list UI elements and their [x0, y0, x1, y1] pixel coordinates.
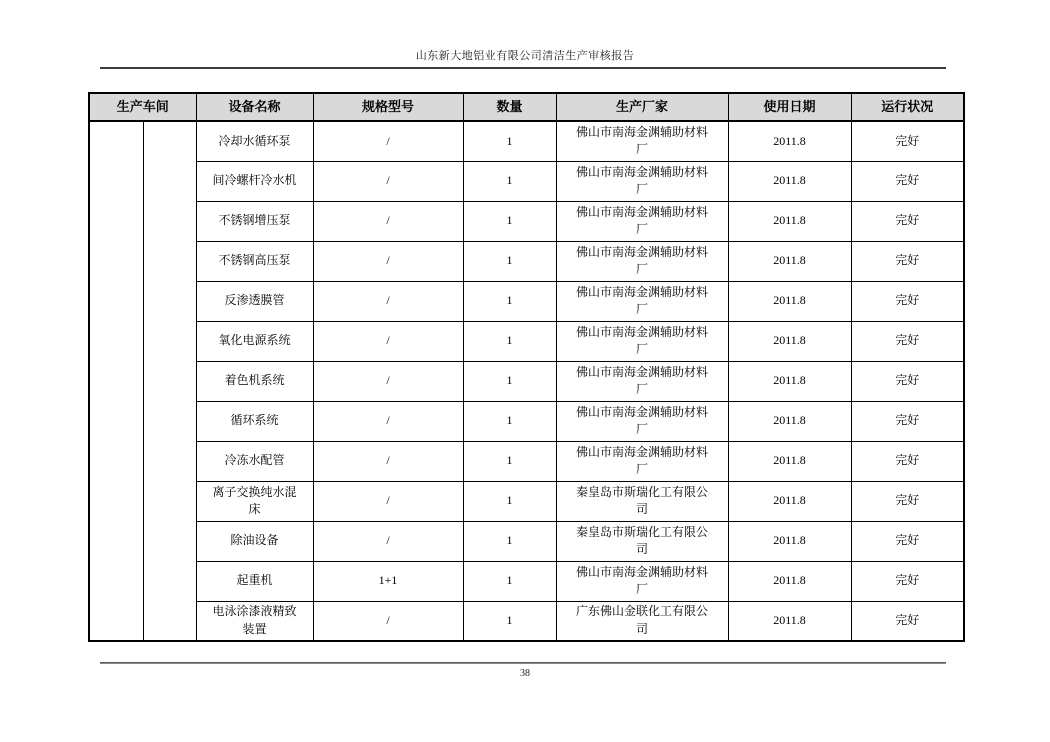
status-cell: 完好 [851, 561, 964, 601]
equipment-name-cell: 冷却水循环泵 [196, 121, 313, 161]
manufacturer-cell: 佛山市南海金渊辅助材料厂 [556, 361, 728, 401]
date-cell: 2011.8 [728, 401, 851, 441]
table-row [89, 401, 964, 441]
equipment-name-cell: 间冷螺杆冷水机 [196, 161, 313, 201]
date-cell: 2011.8 [728, 161, 851, 201]
date-cell: 2011.8 [728, 521, 851, 561]
status-cell: 完好 [851, 601, 964, 641]
status-cell: 完好 [851, 241, 964, 281]
equipment-name-cell: 除油设备 [196, 521, 313, 561]
equipment-name-cell: 反渗透膜管 [196, 281, 313, 321]
status-cell: 完好 [851, 481, 964, 521]
column-header-start-date: 使用日期 [728, 93, 851, 121]
column-header-status: 运行状况 [851, 93, 964, 121]
spec-cell: / [313, 441, 463, 481]
spec-cell: / [313, 121, 463, 161]
table-row [89, 281, 964, 321]
document-header-title: 山东新大地铝业有限公司清洁生产审核报告 [415, 50, 635, 62]
table-row [89, 161, 964, 201]
table-row [89, 521, 964, 561]
date-cell: 2011.8 [728, 561, 851, 601]
spec-cell: / [313, 361, 463, 401]
spec-cell: / [313, 601, 463, 641]
spec-cell: / [313, 481, 463, 521]
date-cell: 2011.8 [728, 441, 851, 481]
quantity-cell: 1 [463, 441, 556, 481]
workshop-cell [89, 121, 143, 641]
quantity-cell: 1 [463, 481, 556, 521]
status-cell: 完好 [851, 161, 964, 201]
table-row [89, 361, 964, 401]
table-header-row [89, 93, 964, 121]
quantity-cell: 1 [463, 561, 556, 601]
manufacturer-cell: 广东佛山金联化工有限公司 [556, 601, 728, 641]
table-row [89, 481, 964, 521]
spec-cell: / [313, 401, 463, 441]
table-row [89, 561, 964, 601]
date-cell: 2011.8 [728, 241, 851, 281]
manufacturer-cell: 佛山市南海金渊辅助材料厂 [556, 401, 728, 441]
manufacturer-cell: 佛山市南海金渊辅助材料厂 [556, 281, 728, 321]
equipment-table [88, 92, 965, 642]
manufacturer-cell: 佛山市南海金渊辅助材料厂 [556, 561, 728, 601]
column-header-spec: 规格型号 [313, 93, 463, 121]
date-cell: 2011.8 [728, 321, 851, 361]
status-cell: 完好 [851, 281, 964, 321]
manufacturer-cell: 佛山市南海金渊辅助材料厂 [556, 121, 728, 161]
equipment-name-cell: 氧化电源系统 [196, 321, 313, 361]
date-cell: 2011.8 [728, 121, 851, 161]
status-cell: 完好 [851, 321, 964, 361]
workshop-cell [143, 121, 196, 641]
page-number: 38 [520, 668, 530, 679]
quantity-cell: 1 [463, 281, 556, 321]
table-row [89, 121, 964, 161]
footer-divider-line [100, 662, 946, 664]
column-header-manufacturer: 生产厂家 [556, 93, 728, 121]
manufacturer-cell: 秦皇岛市斯瑞化工有限公司 [556, 481, 728, 521]
spec-cell: / [313, 201, 463, 241]
manufacturer-cell: 佛山市南海金渊辅助材料厂 [556, 161, 728, 201]
equipment-name-cell: 不锈钢高压泵 [196, 241, 313, 281]
equipment-name-cell: 起重机 [196, 561, 313, 601]
manufacturer-cell: 秦皇岛市斯瑞化工有限公司 [556, 521, 728, 561]
header-divider-line [100, 67, 946, 69]
spec-cell: / [313, 241, 463, 281]
date-cell: 2011.8 [728, 201, 851, 241]
quantity-cell: 1 [463, 321, 556, 361]
table-row [89, 601, 964, 641]
status-cell: 完好 [851, 201, 964, 241]
quantity-cell: 1 [463, 521, 556, 561]
quantity-cell: 1 [463, 361, 556, 401]
equipment-name-cell: 电泳涂漆液精致装置 [196, 601, 313, 641]
table-row [89, 441, 964, 481]
status-cell: 完好 [851, 361, 964, 401]
status-cell: 完好 [851, 121, 964, 161]
status-cell: 完好 [851, 401, 964, 441]
spec-cell: / [313, 161, 463, 201]
table-row [89, 201, 964, 241]
quantity-cell: 1 [463, 201, 556, 241]
quantity-cell: 1 [463, 241, 556, 281]
spec-cell: / [313, 281, 463, 321]
date-cell: 2011.8 [728, 601, 851, 641]
manufacturer-cell: 佛山市南海金渊辅助材料厂 [556, 441, 728, 481]
quantity-cell: 1 [463, 121, 556, 161]
spec-cell: / [313, 521, 463, 561]
equipment-name-cell: 循环系统 [196, 401, 313, 441]
manufacturer-cell: 佛山市南海金渊辅助材料厂 [556, 321, 728, 361]
equipment-name-cell: 着色机系统 [196, 361, 313, 401]
status-cell: 完好 [851, 441, 964, 481]
table-row [89, 321, 964, 361]
equipment-name-cell: 冷冻水配管 [196, 441, 313, 481]
table-row [89, 241, 964, 281]
column-header-equipment: 设备名称 [196, 93, 313, 121]
column-header-workshop: 生产车间 [89, 93, 196, 121]
quantity-cell: 1 [463, 401, 556, 441]
equipment-name-cell: 离子交换纯水混床 [196, 481, 313, 521]
equipment-name-cell: 不锈钢增压泵 [196, 201, 313, 241]
date-cell: 2011.8 [728, 481, 851, 521]
column-header-quantity: 数量 [463, 93, 556, 121]
quantity-cell: 1 [463, 601, 556, 641]
manufacturer-cell: 佛山市南海金渊辅助材料厂 [556, 241, 728, 281]
manufacturer-cell: 佛山市南海金渊辅助材料厂 [556, 201, 728, 241]
quantity-cell: 1 [463, 161, 556, 201]
spec-cell: 1+1 [313, 561, 463, 601]
status-cell: 完好 [851, 521, 964, 561]
spec-cell: / [313, 321, 463, 361]
date-cell: 2011.8 [728, 361, 851, 401]
date-cell: 2011.8 [728, 281, 851, 321]
